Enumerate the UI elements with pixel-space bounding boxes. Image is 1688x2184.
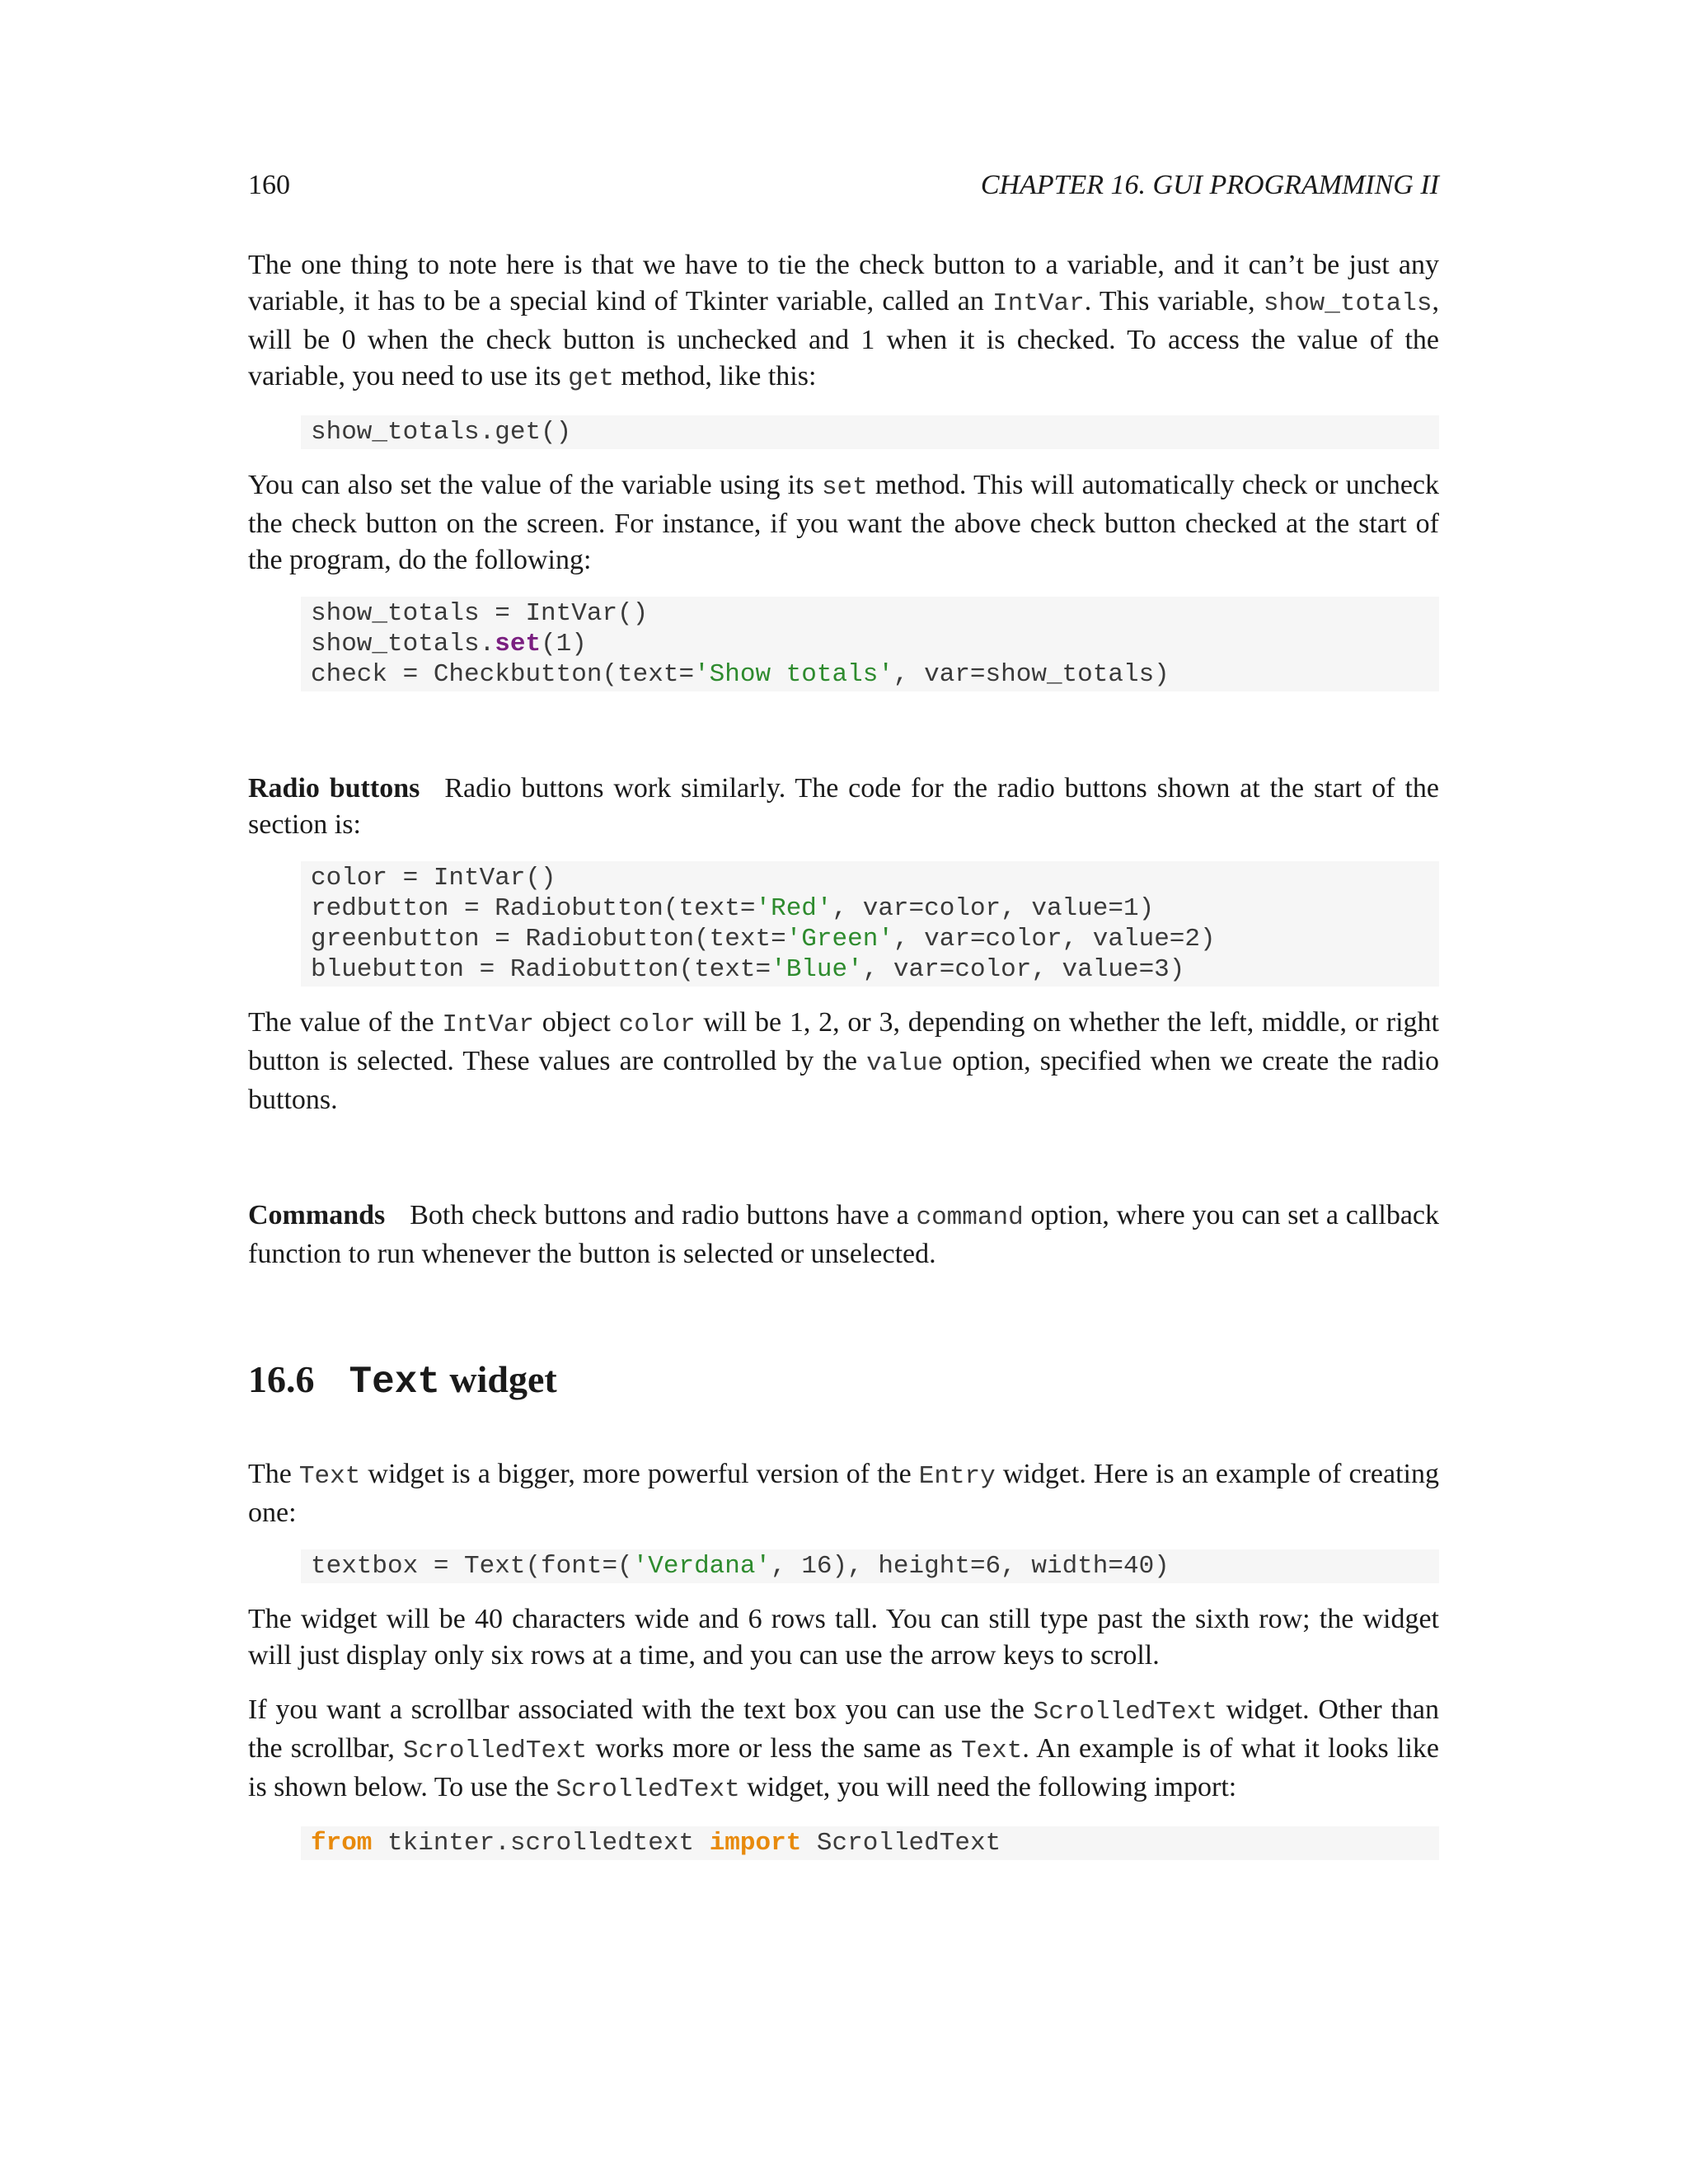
code-string: 'Show totals' [694, 660, 893, 689]
code-text: greenbutton = Radiobutton(text= [311, 925, 786, 954]
code-line [311, 924, 1429, 954]
text-run: widget. Here is an example of creating one: [248, 1459, 1439, 1528]
text-run: . This variable, [1084, 286, 1264, 316]
run-in-heading: Radio buttons [248, 773, 420, 804]
inline-code: ScrolledText [403, 1736, 588, 1765]
code-block-import [301, 1826, 1439, 1860]
code-block-textbox [301, 1549, 1439, 1583]
text-run: widget, you will need the following import: [739, 1772, 1237, 1802]
inline-code: set [821, 473, 868, 502]
code-text: , var=color, value=1) [832, 894, 1155, 923]
inline-code: get [568, 364, 614, 393]
text-run: method, like this: [613, 361, 817, 391]
code-block-get [301, 415, 1439, 449]
code-line: show_totals.get() [311, 418, 572, 447]
paragraph-commands [248, 1197, 1439, 1272]
code-text: bluebutton = Radiobutton(text= [311, 955, 771, 984]
code-text: textbox = Text(font=( [311, 1552, 633, 1581]
code-text: (1) [541, 630, 587, 658]
text-run: The widget will be 40 characters wide and 6 rows tall. You can still type past the sixth row; the widget will just display only six rows at a time, and you can use the arrow keys to scroll. [248, 1604, 1439, 1671]
code-keyword: from [311, 1829, 373, 1858]
page-body [248, 247, 1439, 1860]
inline-code: ScrolledText [1033, 1698, 1217, 1727]
paragraph-widget-size [248, 1601, 1439, 1674]
inline-code: Text [298, 1462, 361, 1491]
text-run: The [248, 1459, 299, 1489]
text-run: object [534, 1007, 619, 1038]
code-text: , var=color, value=3) [862, 955, 1185, 984]
inline-code: Text [960, 1736, 1023, 1765]
chapter-title: CHAPTER 16. GUI PROGRAMMING II [980, 170, 1439, 200]
paragraph-set [248, 467, 1439, 579]
text-run: . An example is of what it looks like is shown below. To use the [248, 1733, 1439, 1802]
code-text: , var=color, value=2) [893, 925, 1216, 954]
run-in-heading: Commands [248, 1200, 386, 1230]
code-keyword: import [709, 1829, 802, 1858]
text-run: option, specified when we create the radio buttons. [248, 1046, 1439, 1115]
text-run: widget is a bigger, more powerful version of the [360, 1459, 919, 1489]
inline-code: Entry [918, 1462, 996, 1491]
code-keyword: set [495, 630, 542, 658]
text-run: works more or less the same as [587, 1733, 961, 1764]
section-heading [248, 1355, 1439, 1407]
code-line [311, 659, 1429, 690]
code-line [311, 1551, 1429, 1582]
inline-code: IntVar [442, 1010, 535, 1039]
text-run: , will be 0 when the check button is unchecked and 1 when it is checked. To access the value of the variable, you need to use its [248, 286, 1439, 391]
inline-code: show_totals [1263, 289, 1432, 318]
page-number: 160 [248, 170, 290, 200]
section-number: 16.6 [248, 1358, 315, 1400]
code-line: color = IntVar() [311, 864, 556, 893]
code-line [311, 1828, 1429, 1858]
code-block-radiobuttons [301, 861, 1439, 987]
inline-code: value [866, 1049, 944, 1078]
code-line: show_totals = IntVar() [311, 599, 649, 628]
code-block-checkbutton [301, 597, 1439, 691]
text-run: The one thing to note here is that we have to tie the check button to a variable, and it can’t be just any variable, it has to be a special kind of Tkinter variable, called an [248, 250, 1439, 316]
code-string: 'Blue' [771, 955, 863, 984]
text-run: will be 1, 2, or 3, depending on whether the left, middle, or right button is selected. These values are controlled by the [248, 1007, 1439, 1076]
inline-code: color [618, 1010, 696, 1039]
code-line [311, 893, 1429, 924]
text-run: If you want a scrollbar associated with the text box you can use the [248, 1694, 1034, 1725]
code-text: show_totals. [311, 630, 495, 658]
code-text: , 16), height=6, width=40) [771, 1552, 1170, 1581]
text-run: You can also set the value of the variable using its [248, 470, 822, 500]
code-text: redbutton = Radiobutton(text= [311, 894, 756, 923]
section-title-text: widget [439, 1358, 557, 1400]
paragraph-intvar [248, 247, 1439, 397]
code-string: 'Green' [785, 925, 893, 954]
code-text: tkinter.scrolledtext [372, 1829, 710, 1858]
text-run: method. This will automatically check or uncheck the check button on the screen. For instance, if you want the above check button checked at the start of the program, do the following: [248, 470, 1439, 575]
code-text: check = Checkbutton(text= [311, 660, 695, 689]
text-run: Radio buttons work similarly. The code for the radio buttons shown at the start of the section is: [248, 773, 1439, 840]
text-run: option, where you can set a callback function to run whenever the button is selected or unselected. [248, 1200, 1439, 1269]
paragraph-intvar-value [248, 1005, 1439, 1118]
paragraph-radio-buttons [248, 771, 1439, 843]
text-run: The value of the [248, 1007, 443, 1038]
paragraph-text-widget [248, 1456, 1439, 1531]
inline-code: IntVar [992, 289, 1085, 318]
code-text: ScrolledText [801, 1829, 1001, 1858]
inline-code: ScrolledText [556, 1775, 740, 1804]
code-string: 'Red' [755, 894, 832, 923]
code-line [311, 954, 1429, 985]
paragraph-scrolledtext [248, 1692, 1439, 1808]
code-string: 'Verdana' [632, 1552, 771, 1581]
text-run: Both check buttons and radio buttons have a [410, 1200, 917, 1230]
code-text: , var=show_totals) [893, 660, 1170, 689]
inline-code: command [916, 1203, 1024, 1232]
page-header [248, 170, 1439, 209]
section-title-code: Text [349, 1361, 440, 1404]
code-line [311, 629, 1429, 659]
text-run: widget. Other than the scrollbar, [248, 1694, 1439, 1764]
